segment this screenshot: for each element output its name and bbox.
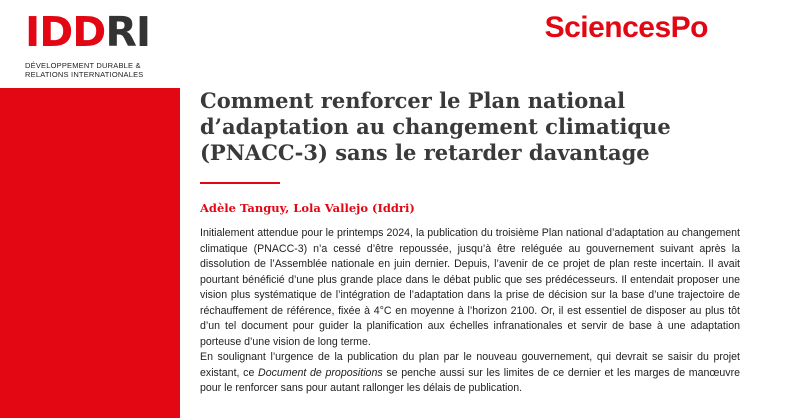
decorative-red-band [0,88,180,418]
iddri-logo-wordmark [25,8,151,56]
iddri-tagline-line2: RELATIONS INTERNATIONALES [25,70,144,79]
iddri-logo [25,8,151,79]
paragraph-2-italic-title: Document de propositions [258,366,383,379]
iddri-logo-part1: IDD [25,8,106,56]
document-title: Comment renforcer le Plan national d’adaptation au changement climatique (PNACC-3) sans le retarder davantage [200,88,671,165]
document-body [200,226,740,397]
paragraph-1: Initialement attendue pour le printemps 2024, la publication du troisième Plan national d’adaptation au changement climatique (PNACC-3) n’a cessé d’être repoussée, jusqu’à être reléguée au gouvernement suivant après la dissolution de l’Assemblée nationale en juin dernier. Depuis, l’avenir de ce projet de plan reste incertain. Il avait pourtant bénéficié d’une plus grande place dans le débat public que ses prédécesseurs. Il entendait proposer une vision plus systématique de l’intégration de l’adaptation dans la prise de décision sur la base d’une trajectoire de réchauffement de référence, fixée à 4°C en moyenne à l’horizon 2100. Or, il est essentiel de disposer au plus tôt d’un tel document pour guider la planification aux échelles infranationales et servir de base à une adaptation porteuse d’une vision de long terme. [200,227,740,348]
title-divider [200,182,280,184]
iddri-tagline-line1: DÉVELOPPEMENT DURABLE & [25,61,141,70]
paragraph-2 [200,350,740,397]
sciencespo-logo: SciencesPo [544,11,708,44]
document-authors: Adèle Tanguy, Lola Vallejo (Iddri) [200,201,415,215]
iddri-logo-tagline [25,61,150,79]
iddri-logo-part2: RI [105,8,151,56]
paragraph-2-text-end: se penche aussi sur les limites de ce dernier et les marges de manœuvre pour le renforcer sans pour autant rallonger les délais de publication. [200,366,741,394]
paragraph-2-text-start: En soulignant l’urgence de la publication du plan par le nouveau gouvernement, qui devrait se saisir du projet existant, ce [200,351,740,379]
